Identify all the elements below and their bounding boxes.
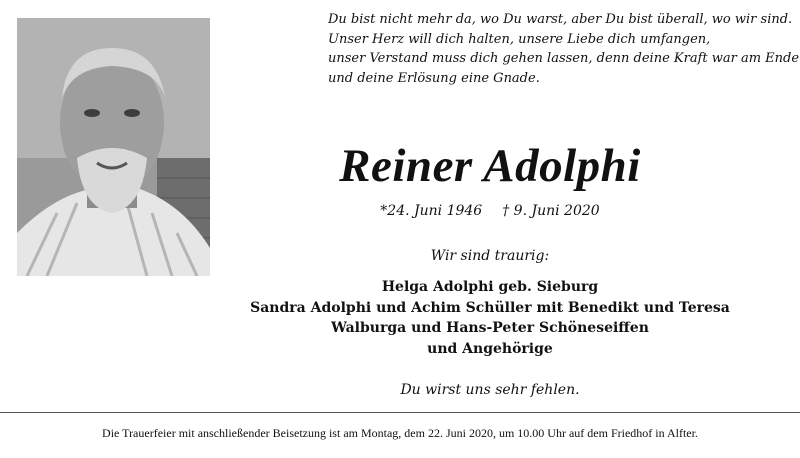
sad-line: Wir sind traurig:	[430, 248, 550, 264]
portrait-photo	[17, 18, 210, 276]
poem-line: und deine Erlösung eine Gnade.	[328, 70, 540, 86]
death-date: † 9. Juni 2020	[502, 203, 600, 219]
funeral-notice: Die Trauerfeier mit anschließender Beisetzung ist am Montag, dem 22. Juni 2020, um 10.00 Uhr auf dem Friedhof in Alfter.	[102, 426, 698, 440]
birth-date: *24. Juni 1946	[380, 203, 483, 219]
closing-line: Du wirst uns sehr fehlen.	[400, 382, 580, 398]
poem-line: Du bist nicht mehr da, wo Du warst, aber Du bist überall, wo wir sind.	[328, 12, 793, 27]
poem	[328, 10, 800, 88]
mourner-line: Sandra Adolphi und Achim Schüller mit Benedikt und Teresa	[250, 299, 730, 316]
life-dates	[230, 201, 750, 221]
mourner-line: Walburga und Hans-Peter Schöneseiffen	[331, 320, 649, 336]
poem-line: Unser Herz will dich halten, unsere Liebe dich umfangen,	[328, 31, 711, 47]
mourners-list	[230, 277, 750, 359]
divider	[0, 412, 800, 413]
poem-line: unser Verstand muss dich gehen lassen, denn deine Kraft war am Ende	[328, 51, 800, 66]
mourner-line: und Angehörige	[427, 340, 553, 357]
deceased-name: Reiner Adolphi	[339, 140, 641, 192]
mourner-line: Helga Adolphi geb. Sieburg	[381, 279, 599, 295]
portrait-image	[17, 18, 210, 276]
